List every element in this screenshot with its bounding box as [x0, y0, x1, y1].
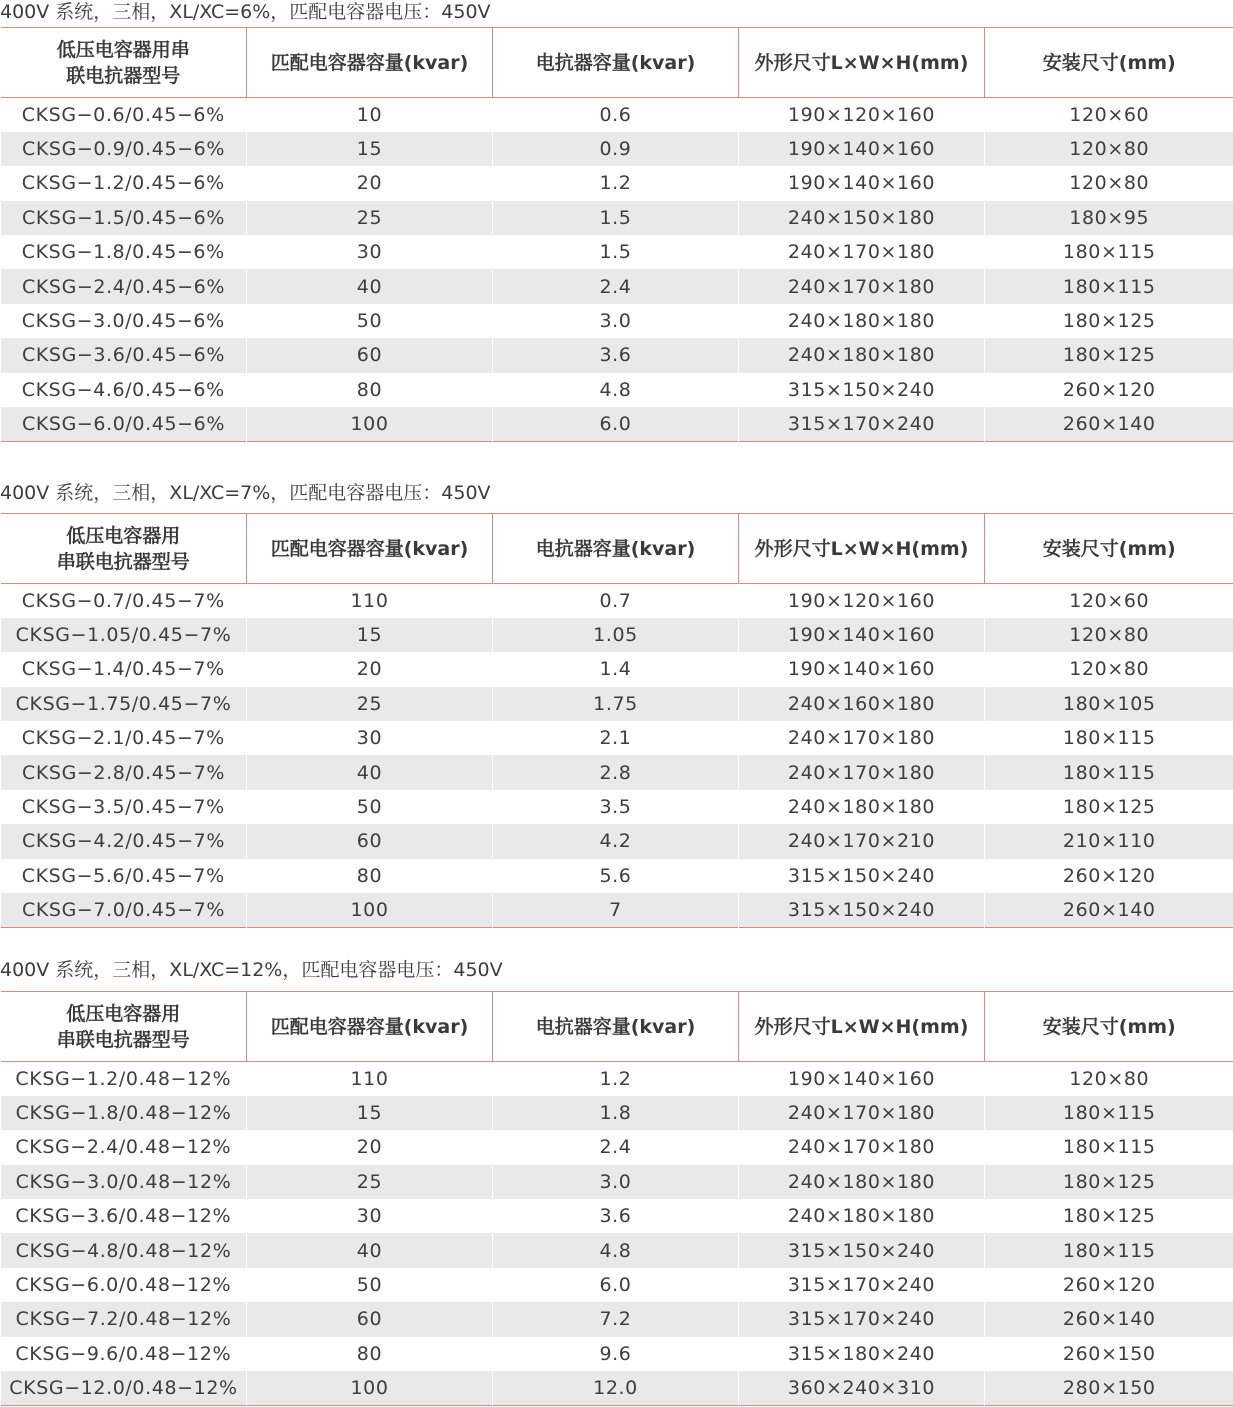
cell-capacitor-capacity: 50: [247, 304, 493, 338]
cell-reactor-capacity: 6.0: [493, 1268, 739, 1302]
table-row: [1, 1130, 1233, 1164]
table-row: [1, 235, 1233, 269]
cell-reactor-capacity: 4.8: [493, 373, 739, 407]
table-row: [1, 1371, 1233, 1405]
table-row: [1, 1233, 1233, 1267]
cell-reactor-capacity: 0.9: [493, 132, 739, 166]
cell-mounting-size: 180×125: [985, 1199, 1233, 1233]
cell-dimensions: 190×140×160: [739, 1062, 985, 1096]
cell-model: CKSG−4.8/0.48−12%: [1, 1233, 247, 1267]
cell-capacitor-capacity: 100: [247, 1371, 493, 1405]
table-row: [1, 824, 1233, 858]
cell-model: CKSG−1.75/0.45−7%: [1, 687, 247, 721]
header-reactor-capacity: 电抗器容量(kvar): [493, 992, 739, 1062]
header-model: 低压电容器用 串联电抗器型号: [56, 1002, 190, 1051]
cell-capacitor-capacity: 40: [247, 755, 493, 789]
cell-capacitor-capacity: 15: [247, 132, 493, 166]
cell-dimensions: 240×180×180: [739, 1199, 985, 1233]
cell-reactor-capacity: 1.8: [493, 1096, 739, 1130]
cell-mounting-size: 180×105: [985, 687, 1233, 721]
cell-capacitor-capacity: 80: [247, 859, 493, 893]
cell-mounting-size: 210×110: [985, 824, 1233, 858]
cell-capacitor-capacity: 25: [247, 687, 493, 721]
cell-reactor-capacity: 1.2: [493, 1062, 739, 1096]
cell-dimensions: 190×140×160: [739, 652, 985, 686]
cell-model: CKSG−1.8/0.45−6%: [21, 241, 225, 264]
cell-model: CKSG−3.0/0.45−6%: [21, 310, 225, 333]
cell-capacitor-capacity: 30: [247, 235, 493, 269]
header-dimensions: 外形尺寸L×W×H(mm): [739, 28, 985, 98]
cell-capacitor-capacity: 80: [247, 373, 493, 407]
cell-mounting-size: 120×60: [985, 98, 1233, 132]
cell-model: CKSG−5.6/0.45−7%: [21, 864, 225, 887]
header-model: 低压电容器用串 联电抗器型号: [56, 38, 190, 87]
header-mounting-size: 安装尺寸(mm): [985, 28, 1233, 98]
table-row: [1, 132, 1233, 166]
cell-reactor-capacity: 2.4: [493, 1130, 739, 1164]
cell-model: CKSG−7.2/0.48−12%: [1, 1302, 247, 1336]
cell-mounting-size: 280×150: [985, 1371, 1233, 1405]
cell-reactor-capacity: 1.2: [493, 166, 739, 200]
table-row: [1, 373, 1233, 407]
cell-model: CKSG−0.9/0.45−6%: [1, 132, 247, 166]
cell-dimensions: 240×170×180: [739, 755, 985, 789]
cell-reactor-capacity: 4.2: [493, 824, 739, 858]
cell-reactor-capacity: 1.5: [493, 235, 739, 269]
spec-table: [0, 513, 1233, 928]
table-row: [1, 1268, 1233, 1302]
table-row: [1, 1302, 1233, 1336]
table-row: [1, 407, 1233, 441]
cell-reactor-capacity: 4.8: [493, 1233, 739, 1267]
table-row: [1, 1062, 1233, 1096]
table-row: [1, 652, 1233, 686]
table-caption: 400V 系统，三相，XL/XC=6%，匹配电容器电压：450V: [0, 1, 491, 23]
cell-reactor-capacity: 0.7: [493, 584, 739, 618]
cell-reactor-capacity: 3.5: [493, 790, 739, 824]
cell-capacitor-capacity: 50: [247, 1268, 493, 1302]
cell-dimensions: 240×170×180: [739, 1096, 985, 1130]
cell-model: CKSG−2.1/0.45−7%: [21, 727, 225, 750]
header-capacitor-capacity: 匹配电容器容量(kvar): [247, 992, 493, 1062]
cell-capacitor-capacity: 10: [247, 98, 493, 132]
cell-mounting-size: 260×140: [985, 407, 1233, 441]
table-caption: 400V 系统，三相，XL/XC=7%，匹配电容器电压：450V: [0, 482, 491, 504]
table-row: [1, 687, 1233, 721]
cell-mounting-size: 180×125: [985, 338, 1233, 372]
cell-model: CKSG−2.8/0.45−7%: [1, 755, 247, 789]
cell-mounting-size: 120×80: [985, 132, 1233, 166]
cell-model: CKSG−3.5/0.45−7%: [21, 796, 225, 819]
header-reactor-capacity: 电抗器容量(kvar): [493, 28, 739, 98]
cell-dimensions: 240×160×180: [739, 687, 985, 721]
cell-reactor-capacity: 0.6: [493, 98, 739, 132]
cell-mounting-size: 120×60: [985, 584, 1233, 618]
cell-reactor-capacity: 5.6: [493, 859, 739, 893]
cell-mounting-size: 180×115: [985, 1233, 1233, 1267]
cell-capacitor-capacity: 20: [247, 652, 493, 686]
cell-mounting-size: 180×125: [985, 1165, 1233, 1199]
cell-capacitor-capacity: 60: [247, 338, 493, 372]
cell-reactor-capacity: 3.0: [493, 1165, 739, 1199]
cell-capacitor-capacity: 25: [247, 201, 493, 235]
cell-model: CKSG−6.0/0.48−12%: [15, 1274, 232, 1297]
table-row: [1, 1096, 1233, 1130]
cell-mounting-size: 260×150: [985, 1337, 1233, 1371]
cell-mounting-size: 180×115: [985, 1130, 1233, 1164]
header-reactor-capacity: 电抗器容量(kvar): [493, 514, 739, 584]
header-model: 低压电容器用 串联电抗器型号: [56, 524, 190, 573]
cell-dimensions: 315×150×240: [739, 893, 985, 927]
header-row: [1, 514, 1233, 584]
cell-mounting-size: 260×120: [985, 1268, 1233, 1302]
cell-model: CKSG−1.8/0.48−12%: [1, 1096, 247, 1130]
cell-dimensions: 315×170×240: [739, 407, 985, 441]
cell-dimensions: 190×140×160: [739, 132, 985, 166]
cell-capacitor-capacity: 110: [247, 1062, 493, 1096]
cell-mounting-size: 180×115: [985, 269, 1233, 303]
table-row: [1, 584, 1233, 618]
header-mounting-size: 安装尺寸(mm): [985, 992, 1233, 1062]
cell-reactor-capacity: 2.1: [493, 721, 739, 755]
cell-dimensions: 315×150×240: [739, 1233, 985, 1267]
cell-mounting-size: 120×80: [985, 166, 1233, 200]
cell-dimensions: 240×150×180: [739, 201, 985, 235]
table-row: [1, 338, 1233, 372]
cell-capacitor-capacity: 60: [247, 1302, 493, 1336]
table-row: [1, 269, 1233, 303]
cell-capacitor-capacity: 20: [247, 1130, 493, 1164]
cell-model: CKSG−0.6/0.45−6%: [21, 103, 225, 126]
header-capacitor-capacity: 匹配电容器容量(kvar): [247, 28, 493, 98]
spec-table: [0, 27, 1233, 442]
cell-dimensions: 240×170×180: [739, 269, 985, 303]
header-dimensions: 外形尺寸L×W×H(mm): [739, 992, 985, 1062]
header-row: [1, 992, 1233, 1062]
cell-model: CKSG−4.6/0.45−6%: [21, 378, 225, 401]
cell-model: CKSG−12.0/0.48−12%: [1, 1371, 247, 1405]
cell-mounting-size: 260×120: [985, 859, 1233, 893]
header-row: [1, 28, 1233, 98]
cell-model: CKSG−9.6/0.48−12%: [15, 1342, 232, 1365]
cell-reactor-capacity: 2.8: [493, 755, 739, 789]
table-row: [1, 893, 1233, 927]
table-row: [1, 201, 1233, 235]
cell-dimensions: 190×120×160: [739, 98, 985, 132]
cell-capacitor-capacity: 40: [247, 1233, 493, 1267]
cell-capacitor-capacity: 100: [247, 893, 493, 927]
cell-dimensions: 240×180×180: [739, 790, 985, 824]
table-caption: 400V 系统，三相，XL/XC=12%，匹配电容器电压：450V: [0, 959, 503, 981]
cell-mounting-size: 180×115: [985, 721, 1233, 755]
cell-mounting-size: 260×120: [985, 373, 1233, 407]
cell-capacitor-capacity: 60: [247, 824, 493, 858]
cell-model: CKSG−3.6/0.48−12%: [15, 1205, 232, 1228]
cell-mounting-size: 180×115: [985, 1096, 1233, 1130]
cell-dimensions: 190×140×160: [739, 166, 985, 200]
cell-reactor-capacity: 1.5: [493, 201, 739, 235]
cell-model: CKSG−7.0/0.45−7%: [1, 893, 247, 927]
cell-reactor-capacity: 7.2: [493, 1302, 739, 1336]
spec-table: [0, 991, 1233, 1406]
table-row: [1, 755, 1233, 789]
cell-dimensions: 240×180×180: [739, 338, 985, 372]
cell-capacitor-capacity: 30: [247, 1199, 493, 1233]
table-row: [1, 859, 1233, 893]
cell-dimensions: 315×180×240: [739, 1337, 985, 1371]
cell-dimensions: 240×170×180: [739, 235, 985, 269]
cell-model: CKSG−3.6/0.45−6%: [1, 338, 247, 372]
cell-reactor-capacity: 6.0: [493, 407, 739, 441]
cell-dimensions: 315×150×240: [739, 373, 985, 407]
table-body: [1, 1062, 1233, 1406]
cell-capacitor-capacity: 15: [247, 1096, 493, 1130]
cell-mounting-size: 180×125: [985, 790, 1233, 824]
cell-reactor-capacity: 7: [493, 893, 739, 927]
table-body: [1, 98, 1233, 442]
cell-reactor-capacity: 3.0: [493, 304, 739, 338]
cell-model: CKSG−1.05/0.45−7%: [1, 618, 247, 652]
cell-mounting-size: 180×125: [985, 304, 1233, 338]
cell-reactor-capacity: 9.6: [493, 1337, 739, 1371]
cell-mounting-size: 180×115: [985, 235, 1233, 269]
cell-model: CKSG−2.4/0.45−6%: [1, 269, 247, 303]
cell-model: CKSG−0.7/0.45−7%: [21, 589, 225, 612]
table-row: [1, 618, 1233, 652]
cell-dimensions: 315×170×240: [739, 1268, 985, 1302]
cell-reactor-capacity: 12.0: [493, 1371, 739, 1405]
table-row: [1, 1165, 1233, 1199]
table-row: [1, 98, 1233, 132]
cell-dimensions: 315×170×240: [739, 1302, 985, 1336]
cell-capacitor-capacity: 25: [247, 1165, 493, 1199]
table-body: [1, 584, 1233, 928]
cell-dimensions: 190×120×160: [739, 584, 985, 618]
cell-model: CKSG−1.2/0.45−6%: [21, 172, 225, 195]
header-capacitor-capacity: 匹配电容器容量(kvar): [247, 514, 493, 584]
cell-dimensions: 315×150×240: [739, 859, 985, 893]
cell-capacitor-capacity: 40: [247, 269, 493, 303]
table-row: [1, 1199, 1233, 1233]
cell-model: CKSG−6.0/0.45−6%: [1, 407, 247, 441]
cell-capacitor-capacity: 30: [247, 721, 493, 755]
cell-dimensions: 240×170×180: [739, 721, 985, 755]
cell-mounting-size: 180×95: [985, 201, 1233, 235]
cell-dimensions: 240×180×180: [739, 1165, 985, 1199]
cell-model: CKSG−3.0/0.48−12%: [1, 1165, 247, 1199]
header-dimensions: 外形尺寸L×W×H(mm): [739, 514, 985, 584]
table-row: [1, 721, 1233, 755]
cell-mounting-size: 260×140: [985, 1302, 1233, 1336]
table-row: [1, 304, 1233, 338]
cell-capacitor-capacity: 80: [247, 1337, 493, 1371]
cell-reactor-capacity: 2.4: [493, 269, 739, 303]
table-row: [1, 1337, 1233, 1371]
cell-capacitor-capacity: 50: [247, 790, 493, 824]
cell-reactor-capacity: 1.75: [493, 687, 739, 721]
header-mounting-size: 安装尺寸(mm): [985, 514, 1233, 584]
cell-capacitor-capacity: 15: [247, 618, 493, 652]
cell-mounting-size: 260×140: [985, 893, 1233, 927]
cell-capacitor-capacity: 100: [247, 407, 493, 441]
cell-reactor-capacity: 1.4: [493, 652, 739, 686]
cell-mounting-size: 180×115: [985, 755, 1233, 789]
cell-model: CKSG−1.2/0.48−12%: [15, 1067, 232, 1090]
cell-model: CKSG−2.4/0.48−12%: [15, 1136, 232, 1159]
cell-capacitor-capacity: 20: [247, 166, 493, 200]
cell-mounting-size: 120×80: [985, 652, 1233, 686]
table-row: [1, 790, 1233, 824]
cell-dimensions: 190×140×160: [739, 618, 985, 652]
cell-mounting-size: 120×80: [985, 618, 1233, 652]
cell-mounting-size: 120×80: [985, 1062, 1233, 1096]
cell-model: CKSG−4.2/0.45−7%: [1, 824, 247, 858]
cell-model: CKSG−1.5/0.45−6%: [1, 201, 247, 235]
cell-reactor-capacity: 3.6: [493, 338, 739, 372]
cell-dimensions: 240×180×180: [739, 304, 985, 338]
cell-reactor-capacity: 3.6: [493, 1199, 739, 1233]
cell-dimensions: 360×240×310: [739, 1371, 985, 1405]
cell-reactor-capacity: 1.05: [493, 618, 739, 652]
table-row: [1, 166, 1233, 200]
cell-capacitor-capacity: 110: [247, 584, 493, 618]
cell-dimensions: 240×170×210: [739, 824, 985, 858]
cell-dimensions: 240×170×180: [739, 1130, 985, 1164]
cell-model: CKSG−1.4/0.45−7%: [21, 658, 225, 681]
